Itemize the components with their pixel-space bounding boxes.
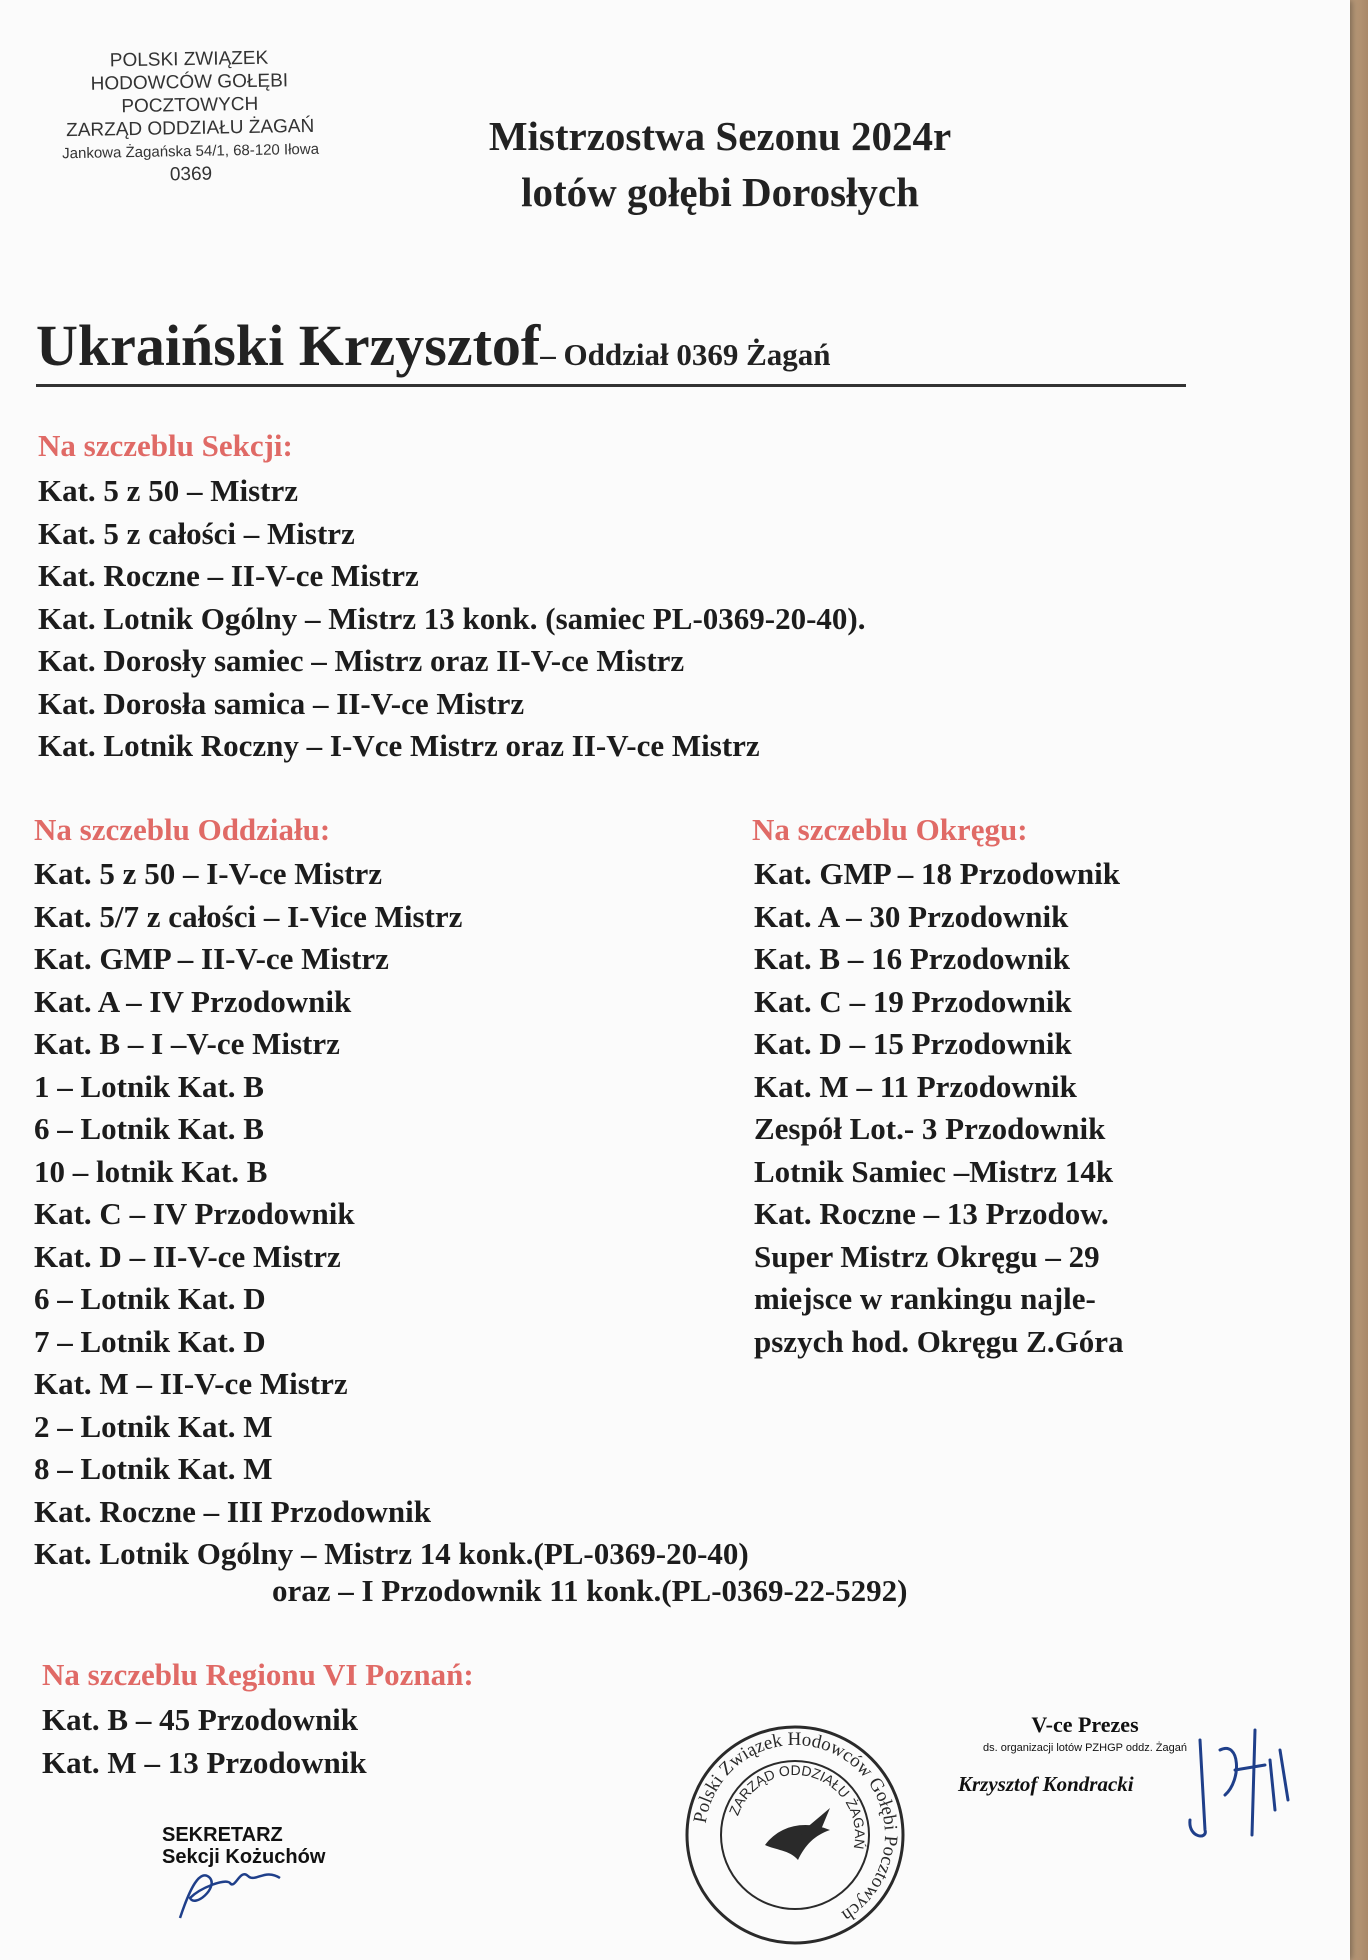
oddzial-extra-line: oraz – I Przodownik 11 konk.(PL-0369-22-5292) xyxy=(272,1573,908,1608)
list-item: 8 – Lotnik Kat. M xyxy=(34,1451,273,1486)
okreg-heading: Na szczeblu Okręgu: xyxy=(752,812,1028,847)
oddzial-list xyxy=(34,853,749,1576)
region-list xyxy=(42,1699,367,1784)
list-item: 2 – Lotnik Kat. M xyxy=(34,1408,273,1444)
list-item: Kat. D – 15 Przodownik xyxy=(754,1026,1072,1061)
organization-seal-icon xyxy=(680,1720,910,1950)
list-item: Kat. 5 z całości – Mistrz xyxy=(38,515,355,551)
list-item: Kat. 5/7 z całości – I-Vice Mistrz xyxy=(34,898,463,934)
list-item: Zespół Lot.- 3 Przodownik xyxy=(754,1111,1106,1146)
org-line-3: ZARZĄD ODDZIAŁU ŻAGAŃ xyxy=(65,115,315,142)
title-underline xyxy=(36,384,1186,387)
list-item: miejsce w rankingu najle- xyxy=(754,1281,1096,1316)
list-item: Kat. A – 30 Przodownik xyxy=(754,898,1069,934)
list-item: Kat. M – 13 Przodownik xyxy=(42,1744,367,1780)
list-item: Kat. Roczne – 13 Przodow. xyxy=(754,1196,1109,1231)
list-item: Kat. GMP – II-V-ce Mistrz xyxy=(34,941,389,976)
org-address: Jankowa Żagańska 54/1, 68-120 Iłowa xyxy=(62,140,320,163)
list-item: Kat. 5 z 50 – Mistrz xyxy=(38,473,298,508)
org-line-1: POLSKI ZWIĄZEK xyxy=(109,47,269,72)
sekcja-list xyxy=(38,470,866,768)
list-item: Kat. Lotnik Roczny – I-Vce Mistrz oraz II-V-ce Mistrz xyxy=(38,728,760,763)
region-heading: Na szczeblu Regionu VI Poznań: xyxy=(42,1657,474,1692)
list-item: Kat. M – II-V-ce Mistrz xyxy=(34,1366,348,1401)
list-item: Kat. B – I –V-ce Mistrz xyxy=(34,1026,340,1061)
vice-president-signature-icon xyxy=(1180,1720,1300,1850)
org-number: 0369 xyxy=(169,163,213,186)
list-item: Lotnik Samiec –Mistrz 14k xyxy=(754,1153,1114,1189)
list-item: Kat. Dorosła samica – II-V-ce Mistrz xyxy=(38,685,525,721)
org-line-2: HODOWCÓW GOŁĘBI POCZTOWYCH xyxy=(90,70,289,118)
list-item: Kat. Lotnik Ogólny – Mistrz 13 konk. (samiec PL-0369-20-40). xyxy=(38,600,866,636)
list-item: Kat. Lotnik Ogólny – Mistrz 14 konk.(PL-0369-20-40) xyxy=(34,1536,749,1571)
seal-inner-text: ZARZĄD ODDZIAŁU ŻAGAŃ xyxy=(725,1761,869,1851)
list-item: Super Mistrz Okręgu – 29 xyxy=(754,1238,1100,1274)
list-item: Kat. 5 z 50 – I-V-ce Mistrz xyxy=(34,856,383,891)
list-item: Kat. GMP – 18 Przodownik xyxy=(754,856,1120,891)
vice-president-title: V-ce Prezes xyxy=(1031,1712,1139,1737)
sekcja-heading: Na szczeblu Sekcji: xyxy=(38,428,293,463)
secretary-section: Sekcji Kożuchów xyxy=(162,1846,326,1868)
secretary-signature-icon xyxy=(170,1848,290,1928)
okreg-list xyxy=(754,853,1123,1363)
list-item: pszych hod. Okręgu Z.Góra xyxy=(754,1323,1124,1359)
title-line-2: lotów gołębi Dorosłych xyxy=(521,169,919,215)
list-item: 7 – Lotnik Kat. D xyxy=(34,1323,266,1359)
list-item: Kat. Roczne – II-V-ce Mistrz xyxy=(38,558,419,593)
document-title xyxy=(400,108,1040,220)
fancier-name: Ukraiński Krzysztof xyxy=(36,313,541,378)
list-item: 6 – Lotnik Kat. D xyxy=(34,1281,266,1316)
secretary-title: SEKRETARZ xyxy=(162,1824,283,1846)
list-item: 1 – Lotnik Kat. B xyxy=(34,1068,264,1104)
organization-header-stamp xyxy=(29,45,351,189)
list-item: Kat. M – 11 Przodownik xyxy=(754,1068,1077,1104)
oddzial-heading: Na szczeblu Oddziału: xyxy=(34,812,331,847)
list-item: Kat. C – 19 Przodownik xyxy=(754,983,1072,1019)
list-item: Kat. Roczne – III Przodownik xyxy=(34,1493,431,1529)
title-line-1: Mistrzostwa Sezonu 2024r xyxy=(488,113,952,159)
list-item: Kat. B – 45 Przodownik xyxy=(42,1702,359,1737)
fancier-branch: – Oddział 0369 Żagań xyxy=(540,337,831,372)
vice-president-name: Krzysztof Kondracki xyxy=(958,1772,1134,1796)
fancier-name-line xyxy=(36,312,831,379)
vice-president-subtitle: ds. organizacji lotów PZHGP oddz. Żagań xyxy=(982,1742,1187,1754)
list-item: Kat. B – 16 Przodownik xyxy=(754,941,1071,976)
list-item: 6 – Lotnik Kat. B xyxy=(34,1111,264,1146)
list-item: Kat. Dorosły samiec – Mistrz oraz II-V-ce Mistrz xyxy=(38,643,685,678)
seal-outer-text: Polski Związek Hodowców Gołębi Pocztowych xyxy=(689,1728,902,1926)
list-item: Kat. A – IV Przodownik xyxy=(34,983,352,1019)
list-item: 10 – lotnik Kat. B xyxy=(34,1153,268,1189)
list-item: Kat. D – II-V-ce Mistrz xyxy=(34,1238,341,1274)
list-item: Kat. C – IV Przodownik xyxy=(34,1196,355,1231)
